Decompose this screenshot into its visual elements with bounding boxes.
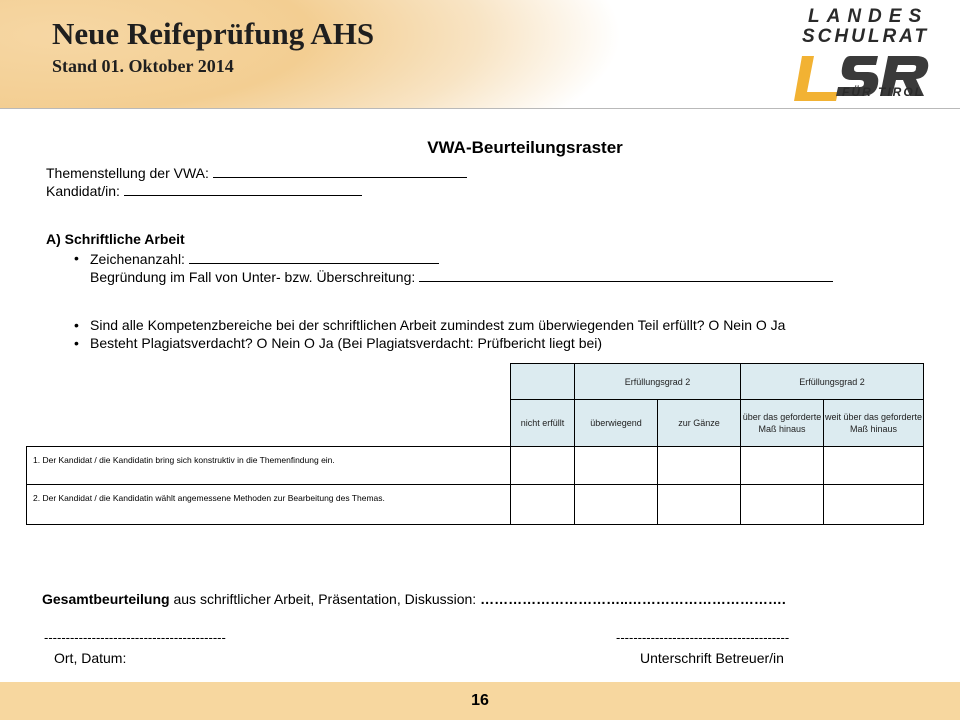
rating-cell[interactable]: [575, 447, 658, 485]
criterion-text: 2. Der Kandidat / die Kandidatin wählt angemessene Methoden zur Bearbeitung des Themas.: [27, 485, 511, 525]
group-header: Erfüllungsgrad 2: [575, 364, 741, 400]
themenstellung-line: [46, 164, 467, 181]
sub-header: nicht erfüllt: [511, 400, 575, 447]
rating-cell[interactable]: [511, 447, 575, 485]
begruendung-line: [90, 268, 833, 285]
unterschrift-label: Unterschrift Betreuer/in: [640, 650, 784, 666]
zeichenanzahl-label: Zeichenanzahl:: [90, 251, 185, 267]
lsr-logo: [792, 6, 942, 102]
themenstellung-field[interactable]: [213, 164, 467, 178]
rating-cell[interactable]: [658, 447, 741, 485]
table-corner: [27, 400, 511, 447]
rating-cell[interactable]: [575, 485, 658, 525]
plagiat-question-text: Besteht Plagiatsverdacht? O Nein O Ja (Bei Plagiatsverdacht: Prüfbericht liegt bei): [90, 335, 603, 351]
group-header: Erfüllungsgrad 2: [741, 364, 924, 400]
page-subtitle: Stand 01. Oktober 2014: [52, 56, 234, 76]
betreuer-signature-line: ----------------------------------------: [616, 630, 790, 645]
assessment-table: [26, 363, 924, 525]
kandidat-line: [46, 182, 362, 199]
rating-cell[interactable]: [658, 485, 741, 525]
table-header-row-1: [27, 364, 924, 400]
gesamtbeurteilung-field[interactable]: …………………………..…………………………….: [480, 591, 786, 607]
document-title: VWA-Beurteilungsraster: [427, 138, 623, 157]
rating-cell[interactable]: [824, 485, 924, 525]
page-number: 16: [471, 692, 489, 709]
bullet-dot: •: [74, 317, 79, 333]
sub-header: überwiegend: [575, 400, 658, 447]
gesamtbeurteilung-label: Gesamtbeurteilung: [42, 591, 170, 607]
header-empty-cell: [511, 364, 575, 400]
kompetenz-question: [74, 317, 786, 333]
table-corner: [27, 364, 511, 400]
ort-datum-signature-line: ------------------------------------------: [44, 630, 226, 645]
rating-cell[interactable]: [741, 485, 824, 525]
begruendung-label: Begründung im Fall von Unter- bzw. Überschreitung:: [90, 269, 416, 285]
rating-cell[interactable]: [511, 485, 575, 525]
page-title: Neue Reifeprüfung AHS: [52, 16, 375, 51]
kandidat-label: Kandidat/in:: [46, 183, 120, 199]
gesamtbeurteilung-label-rest: aus schriftlicher Arbeit, Präsentation, Diskussion:: [169, 591, 477, 607]
criterion-text: 1. Der Kandidat / die Kandidatin bring sich konstruktiv in die Themenfindung ein.: [27, 447, 511, 485]
table-row: [27, 447, 924, 485]
sub-header: weit über das geforderte Maß hinaus: [824, 400, 924, 447]
section-a-heading: A) Schriftliche Arbeit: [46, 231, 185, 247]
ort-datum-label: Ort, Datum:: [54, 650, 127, 666]
zeichenanzahl-field[interactable]: [189, 250, 439, 264]
rating-cell[interactable]: [741, 447, 824, 485]
rating-cell[interactable]: [824, 447, 924, 485]
kompetenz-question-text: Sind alle Kompetenzbereiche bei der schriftlichen Arbeit zumindest zum überwiegenden Teil erfüllt? O Nein O Ja: [90, 317, 786, 333]
table-row: [27, 485, 924, 525]
zeichenanzahl-line: [74, 250, 439, 267]
table-header-row-2: [27, 400, 924, 447]
kandidat-field[interactable]: [124, 182, 362, 196]
logo-line-fuer-tirol: FÜR TIROL: [842, 85, 924, 99]
bullet-dot: •: [74, 250, 79, 266]
bullet-dot: •: [74, 335, 79, 351]
begruendung-field[interactable]: [419, 268, 833, 282]
sub-header: über das geforderte Maß hinaus: [741, 400, 824, 447]
gesamtbeurteilung-line: [42, 591, 786, 607]
themenstellung-label: Themenstellung der VWA:: [46, 165, 209, 181]
header-divider: [0, 108, 960, 109]
plagiat-question: [74, 335, 603, 351]
sub-header: zur Gänze: [658, 400, 741, 447]
logo-line-landes: LANDES: [808, 6, 929, 27]
logo-line-schulrat: SCHULRAT: [802, 26, 930, 47]
